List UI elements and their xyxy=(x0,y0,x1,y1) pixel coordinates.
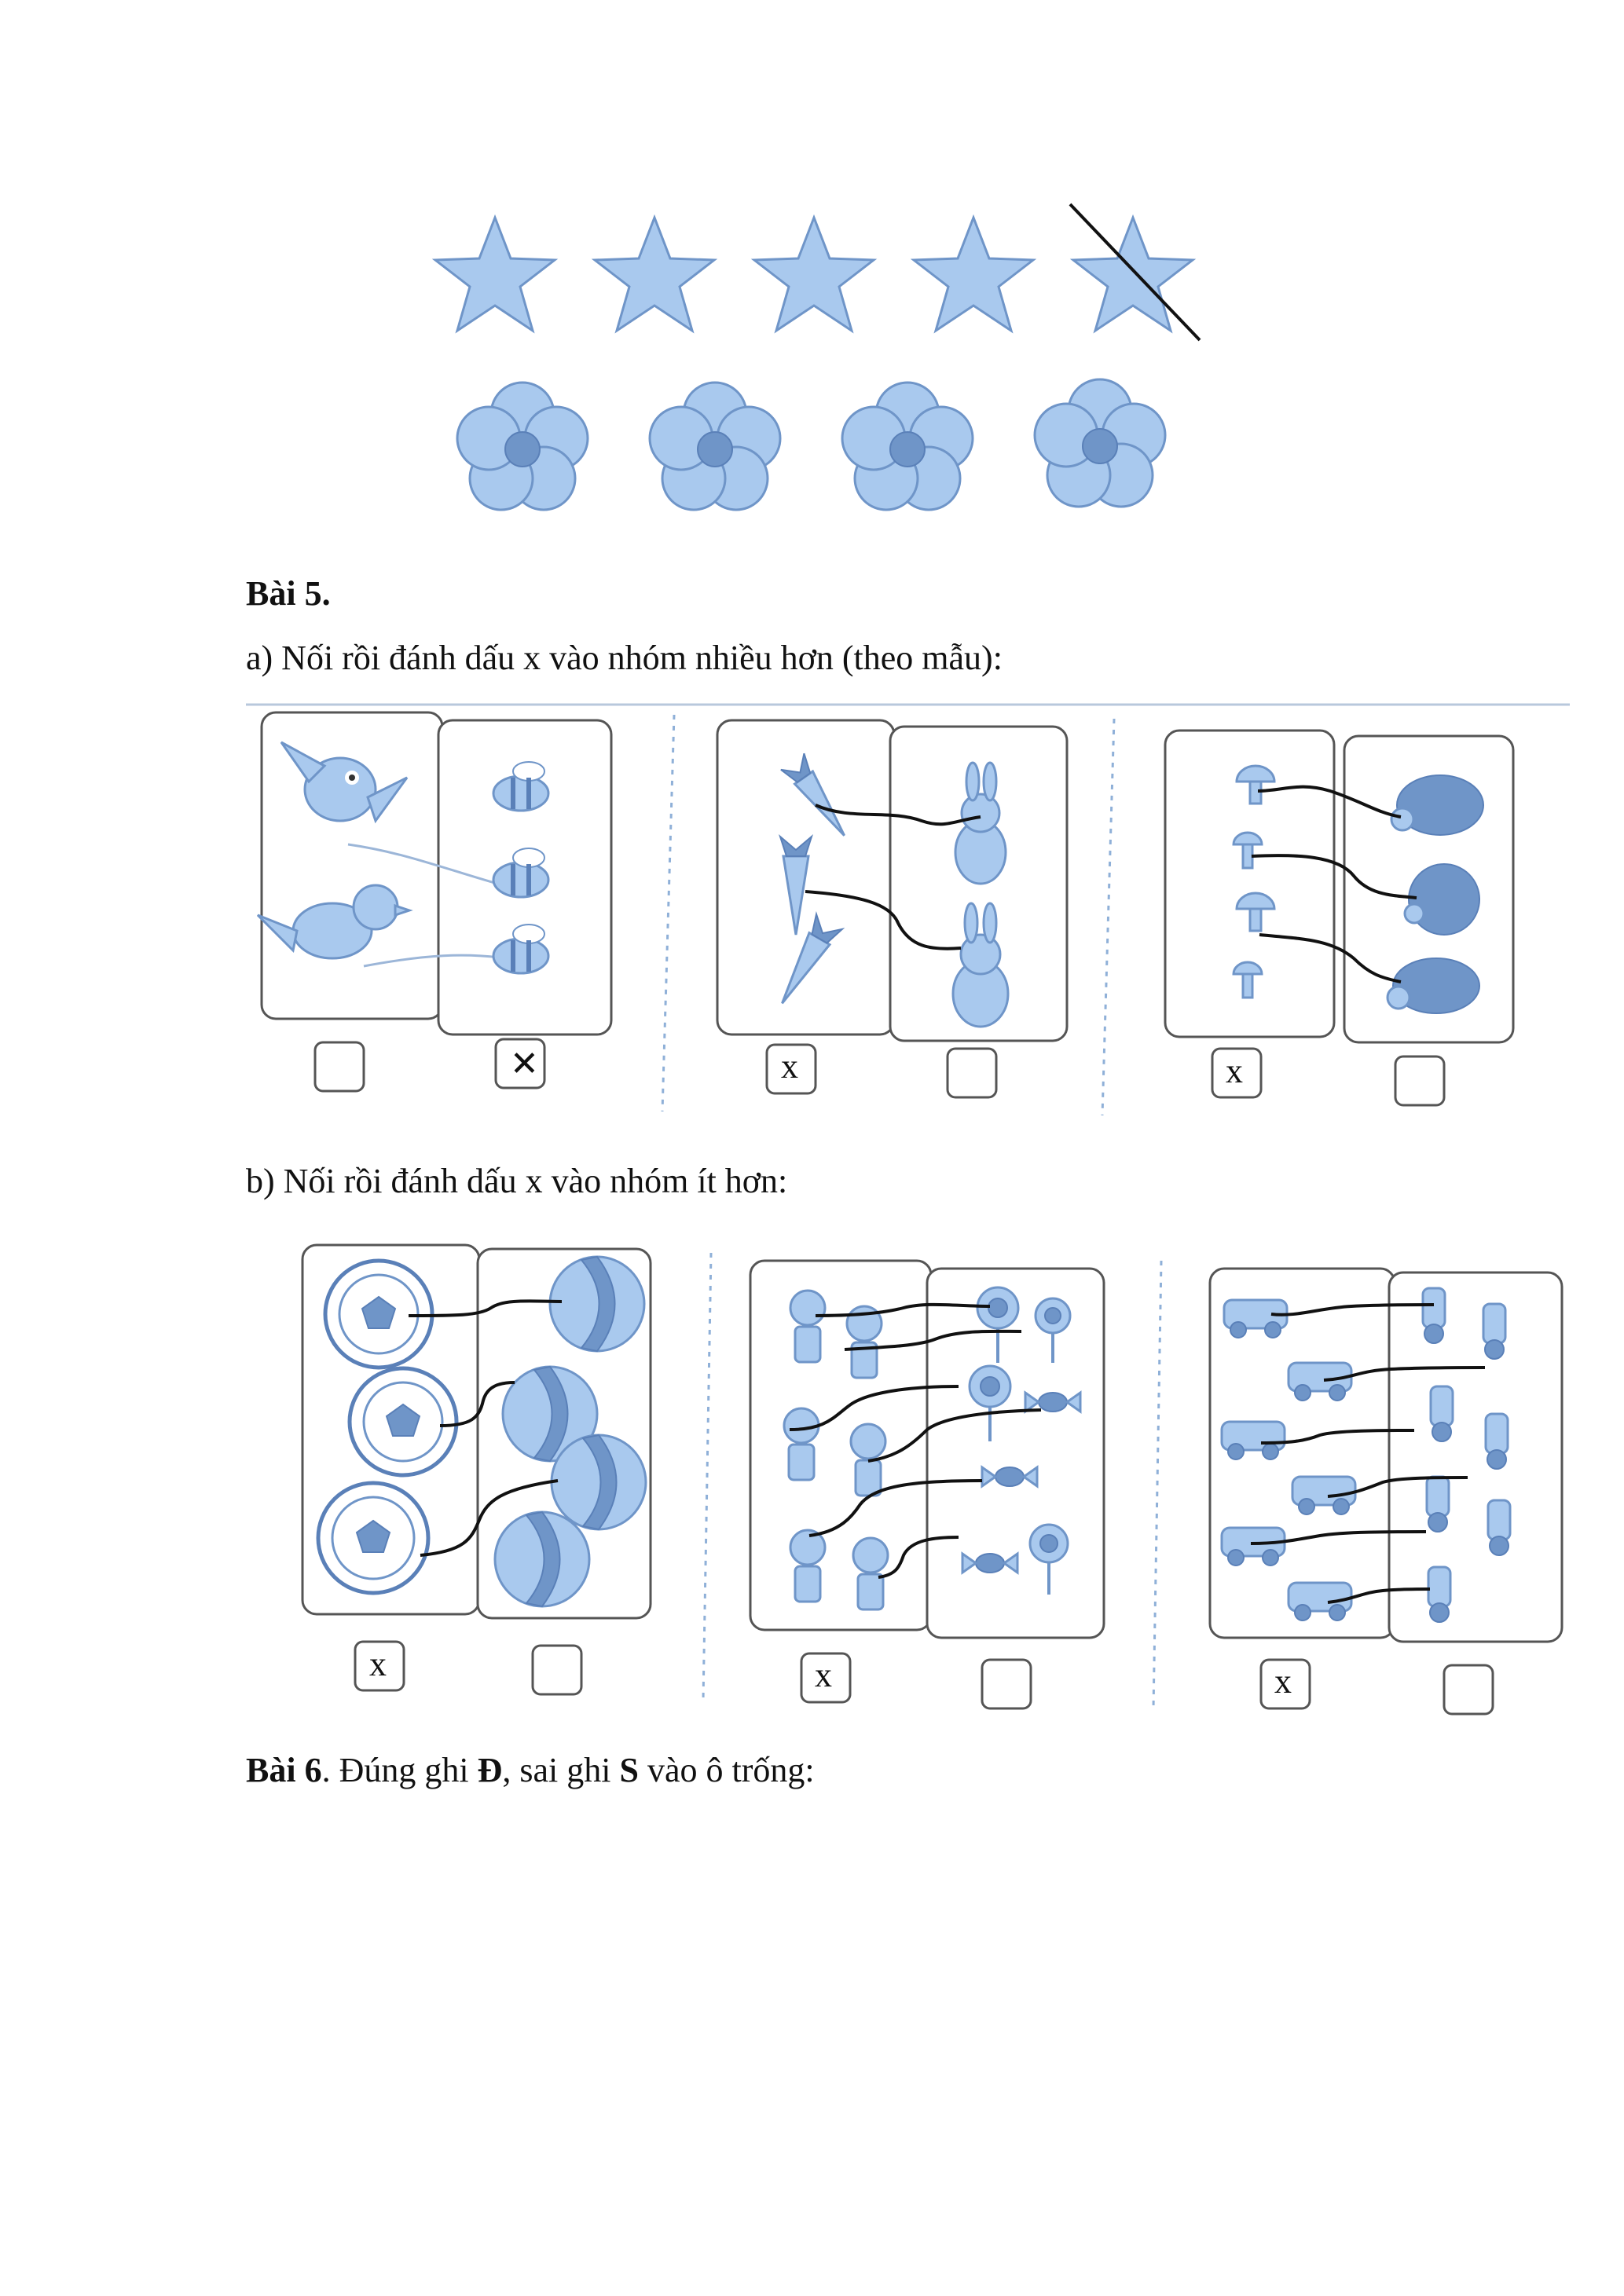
flower-icon xyxy=(457,383,588,510)
motorbike-icon xyxy=(1486,1414,1508,1469)
beach-ball-icon xyxy=(552,1435,646,1529)
group-children-candies xyxy=(750,1261,1104,1708)
motorbike-icon xyxy=(1431,1386,1453,1441)
motorbike-icon xyxy=(1483,1304,1505,1359)
star-icon xyxy=(435,218,555,331)
checkbox-soccer-balls-mark: x xyxy=(369,1645,387,1683)
checkbox-candies[interactable] xyxy=(982,1660,1031,1708)
group-cars-motorbikes xyxy=(1210,1269,1562,1714)
star-icon xyxy=(914,218,1033,331)
flower-icon xyxy=(1035,379,1165,507)
group-soccer-beach-balls xyxy=(302,1245,651,1694)
star-icon xyxy=(595,218,714,331)
exercise-6-title: Bài 6 xyxy=(246,1751,322,1789)
exercise-6-text: . Đúng ghi xyxy=(321,1751,478,1789)
figure-b-fewer-group xyxy=(299,1229,1567,1732)
soccer-ball-icon xyxy=(318,1483,428,1593)
checkbox-rabbits[interactable] xyxy=(948,1049,996,1097)
exercise-6-text: vào ô trống: xyxy=(638,1751,815,1789)
group-carrots-rabbits xyxy=(717,720,1067,1097)
motorbike-icon xyxy=(1428,1567,1450,1622)
figure-a-more-group xyxy=(246,703,1570,1127)
checkbox-birds[interactable] xyxy=(315,1042,364,1091)
checkbox-carrots-mark: x xyxy=(781,1047,798,1086)
exercise-6-text: , sai ghi xyxy=(502,1751,620,1789)
exercise-5a-instruction: a) Nối rồi đánh dấu x vào nhóm nhiều hơn (theo mẫu): xyxy=(246,639,1003,677)
exercise-5b-instruction: b) Nối rồi đánh dấu x vào nhóm ít hơn: xyxy=(246,1162,788,1200)
motorbike-icon xyxy=(1427,1477,1449,1532)
checkbox-bees-mark: ✕ xyxy=(510,1045,539,1083)
group-mushrooms-hedgehogs xyxy=(1165,731,1513,1105)
beach-ball-icon xyxy=(550,1257,644,1351)
stars-flowers-figure xyxy=(416,196,1218,526)
checkbox-children-mark: x xyxy=(815,1656,832,1694)
star-icon xyxy=(754,218,874,331)
flower-icon xyxy=(650,383,780,510)
crossed-star-icon xyxy=(1070,204,1200,340)
motorbike-icon xyxy=(1423,1288,1445,1343)
exercise-6-instruction xyxy=(246,1750,815,1791)
checkbox-motorbikes[interactable] xyxy=(1444,1665,1493,1714)
exercise-5-title: Bài 5. xyxy=(246,574,331,613)
group-birds-bees xyxy=(258,712,611,1091)
flower-icon xyxy=(842,383,973,510)
exercise-6-true-letter: Đ xyxy=(477,1751,503,1789)
motorbike-icon xyxy=(1488,1500,1510,1555)
checkbox-cars-mark: x xyxy=(1274,1662,1292,1701)
checkbox-hedgehogs[interactable] xyxy=(1395,1056,1444,1105)
beach-ball-icon xyxy=(495,1512,589,1606)
checkbox-beach-balls[interactable] xyxy=(533,1646,581,1694)
checkbox-mushrooms-mark: x xyxy=(1226,1052,1243,1090)
exercise-6-false-letter: S xyxy=(619,1751,639,1789)
soccer-ball-icon xyxy=(350,1368,456,1475)
